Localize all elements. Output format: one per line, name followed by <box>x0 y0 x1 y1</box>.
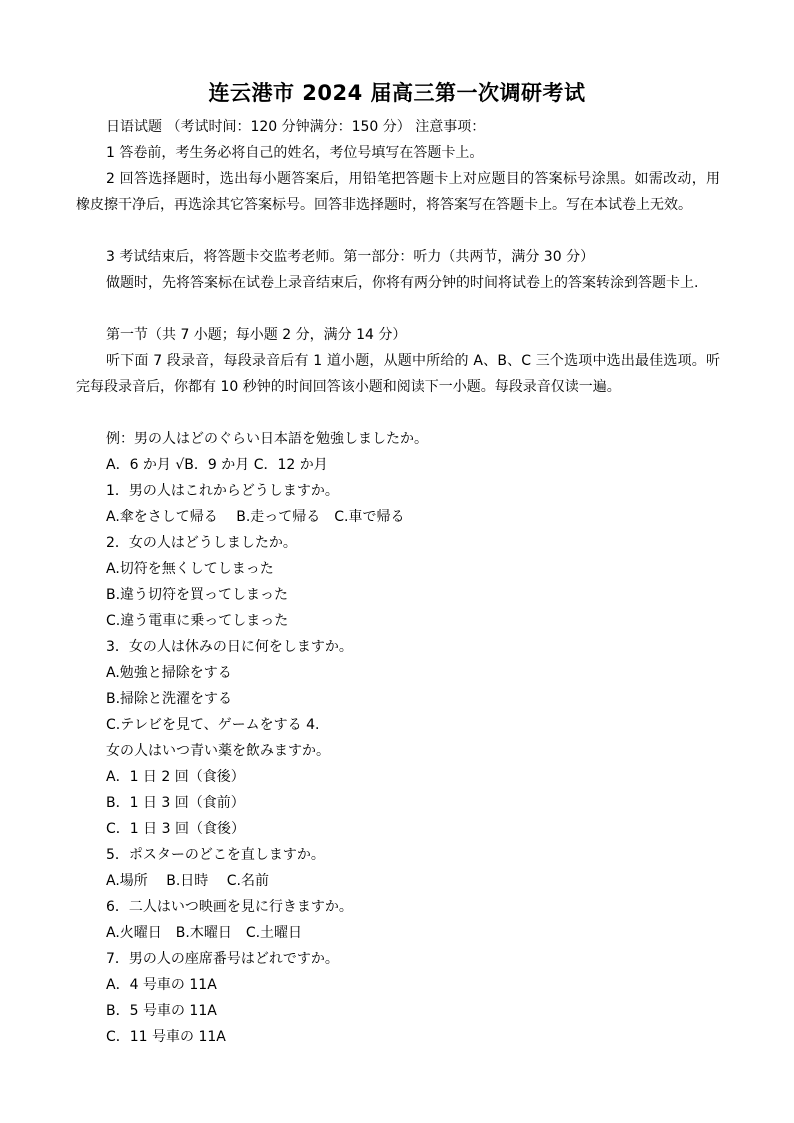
section-instruction: 听下面 7 段录音，每段录音后有 1 道小题，从题中所给的 A、B、C 三个选项中选出最佳选项。听完每段录音后，你都有 10 秒钟的时间回答该小题和阅读下一小题。每段录音仅读一遍。 <box>76 353 720 395</box>
question-4-option-b: B．1 日 3 回（食前） <box>106 795 245 811</box>
question-4: 女の人はいつ青い薬を飲みますか。 <box>106 743 330 759</box>
question-6-options: A.火曜日 B.木曜日 C.土曜日 <box>106 925 303 941</box>
question-4-option-c: C．1 日 3 回（食後） <box>106 821 245 837</box>
section-heading: 第一节（共 7 小题；每小题 2 分，满分 14 分） <box>106 327 407 343</box>
question-7-option-c: C．11 号車の 11A <box>106 1029 226 1045</box>
document-body <box>76 114 720 1050</box>
question-4-option-a: A．1 日 2 回（食後） <box>106 769 245 785</box>
question-3-option-b: B.掃除と洗濯をする <box>106 691 233 707</box>
notice-item-3: 3 考试结束后，将答题卡交监考老师。第一部分：听力（共两节，满分 30 分） <box>106 249 595 265</box>
question-3: 3．女の人は休みの日に何をしますか。 <box>106 639 353 655</box>
question-7-option-a: A．4 号車の 11A <box>106 977 217 993</box>
listening-instruction: 做题时，先将答案标在试卷上录音结束后，你将有两分钟的时间将试卷上的答案转涂到答题卡上. <box>106 275 699 291</box>
question-3-option-c: C.テレビを見て、ゲームをする 4. <box>106 717 320 733</box>
notice-item-1: 1 答卷前，考生务必将自己的姓名，考位号填写在答题卡上。 <box>106 145 484 161</box>
question-7: 7．男の人の座席番号はどれですか。 <box>106 951 339 967</box>
question-2-option-c: C.違う電車に乗ってしまった <box>106 613 289 629</box>
question-2-option-b: B.違う切符を買ってしまった <box>106 587 289 603</box>
notice-item-2: 2 回答选择题时，选出每小题答案后，用铅笔把答题卡上对应题目的答案标号涂黑。如需改动，用橡皮擦干净后，再选涂其它答案标号。回答非选择题时，将答案写在答题卡上。写在本试卷上无效。 <box>76 171 720 213</box>
question-7-option-b: B．5 号車の 11A <box>106 1003 217 1019</box>
question-2: 2．女の人はどうしましたか。 <box>106 535 297 551</box>
question-2-option-a: A.切符を無くしてしまった <box>106 561 274 577</box>
question-1-options: A.傘をさして帰る B.走って帰る C.車で帰る <box>106 509 405 525</box>
example-question: 例：男の人はどのぐらい日本語を勉強しましたか。 <box>106 431 428 447</box>
question-1: 1．男の人はこれからどうしますか。 <box>106 483 339 499</box>
question-6: 6．二人はいつ映画を見に行きますか。 <box>106 899 353 915</box>
exam-header-line: 日语试题 （考试时间：120 分钟满分：150 分） 注意事项： <box>106 119 486 135</box>
page-title: 连云港市 2024 届高三第一次调研考试 <box>208 81 586 105</box>
example-options: A．6 か月 √B．9 か月 C．12 か月 <box>106 457 328 473</box>
question-5-options: A.場所 B.日時 C.名前 <box>106 873 269 889</box>
question-5: 5．ポスターのどこを直しますか。 <box>106 847 325 863</box>
question-3-option-a: A.勉強と掃除をする <box>106 665 232 681</box>
